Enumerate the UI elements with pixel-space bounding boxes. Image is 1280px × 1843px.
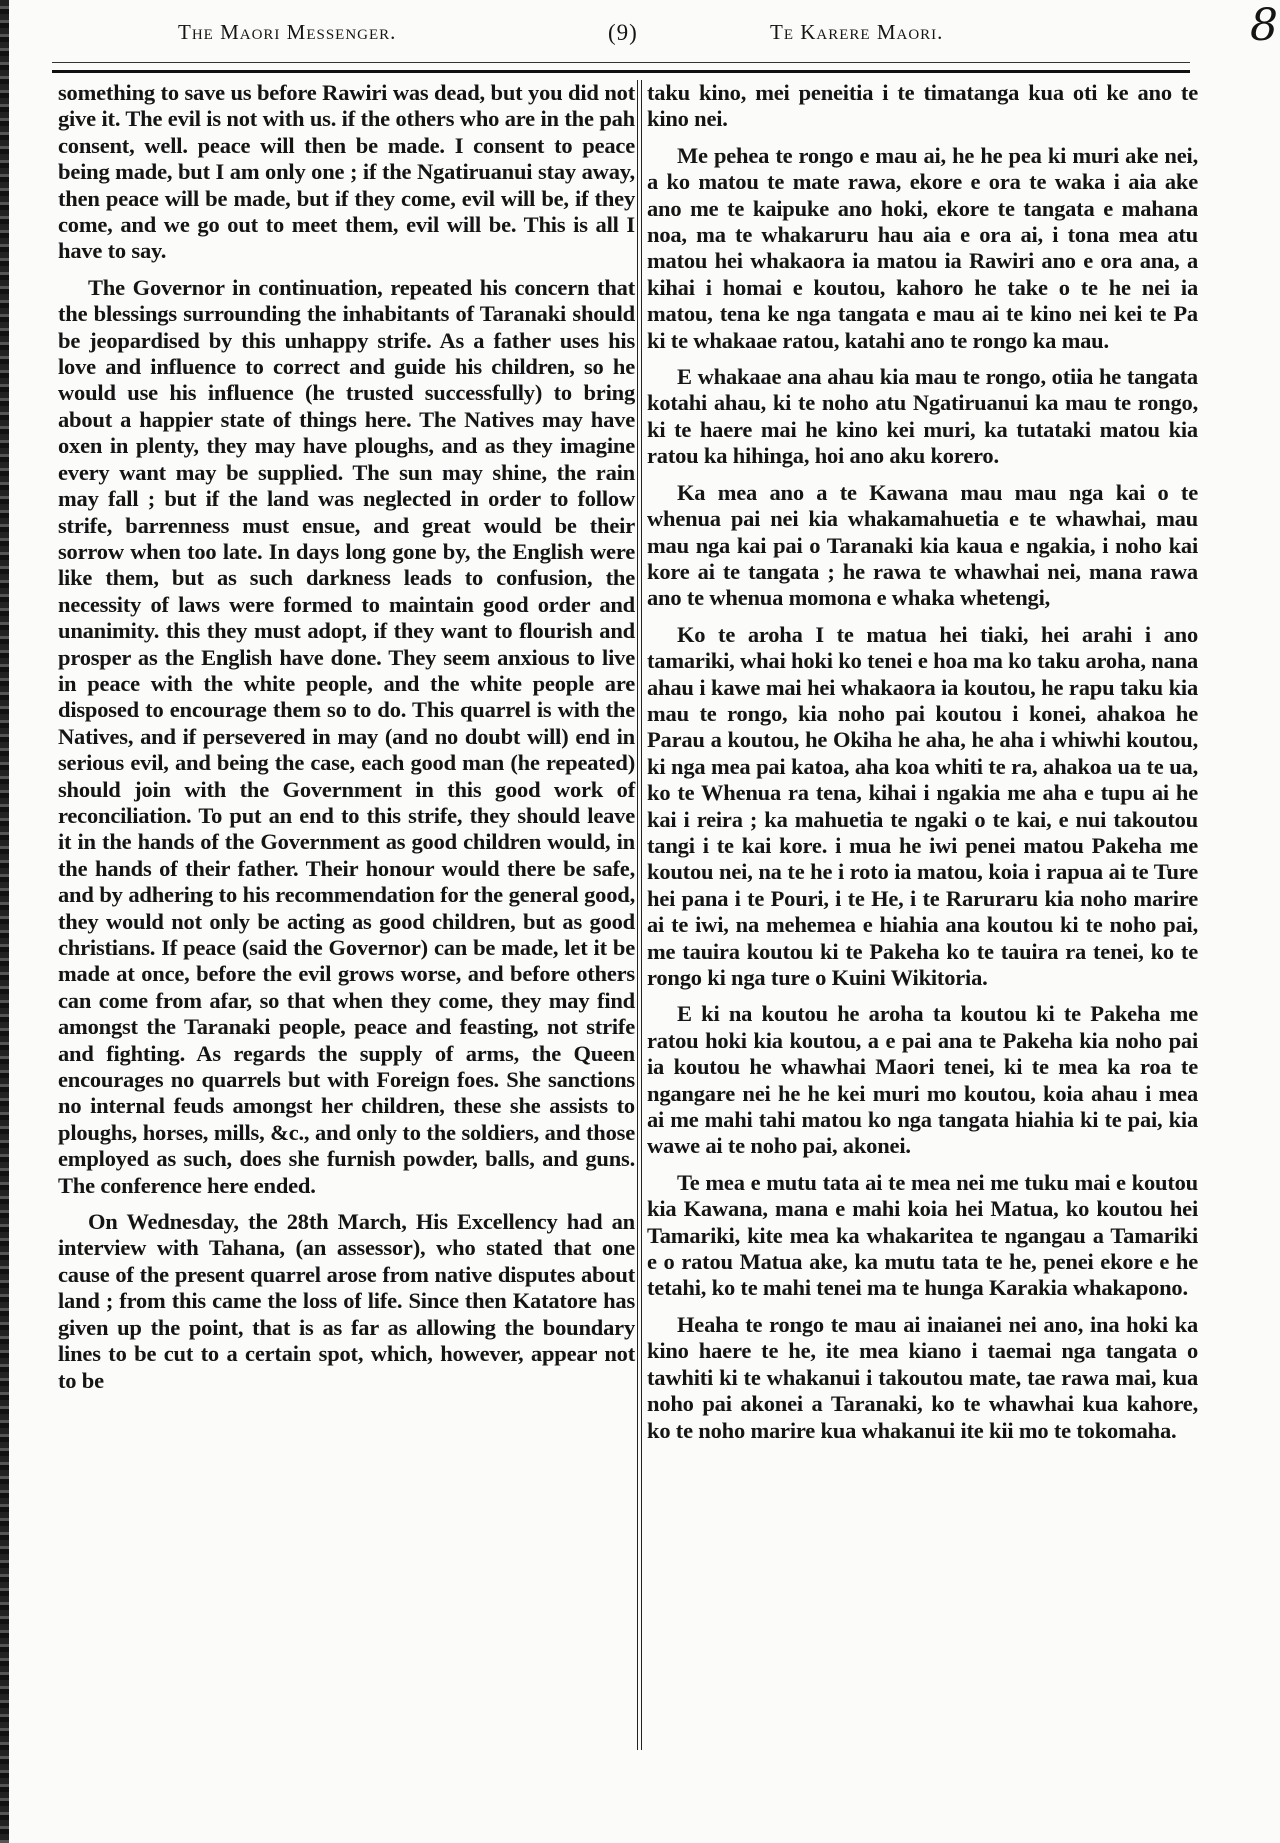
handwritten-folio: 8 bbox=[1250, 0, 1278, 51]
paragraph: On Wednesday, the 28th March, His Excellency had an interview with Tahana, (an assessor), who stated that one cause of the present quarrel arose from native disputes about land ; from this came the loss of life. Since then Katatore has given up the point, that is as far as allowing the boundary lines to be cut to a certain spot, which, however, appear not to be bbox=[58, 1209, 635, 1393]
paragraph: Heaha te rongo te mau ai inaianei nei ano, ina hoki ka kino haere te he, ite mea kiano i taemai nga tangata o tawhiti ki te whakanui i takoutou mate, tae rawa mai, kua noho pai akonei a Taranaki, ko te whawhai kua kahore, ko te noho marire kua whakanui ite kii mo te tokomaha. bbox=[647, 1311, 1198, 1443]
paragraph: Ka mea ano a te Kawana mau mau nga kai o te whenua pai nei kia whakamahuetia e te whawhai, mau mau nga kai pai o Taranaki kia kaua e ngakia, i noho kai kore ai te tangata ; he rawa te whawhai nei, mana rawa ano te whenua momona e whaka whetengi, bbox=[647, 479, 1198, 611]
paragraph: The Governor in continuation, repeated his concern that the blessings surrounding the inhabitants of Taranaki should be jeopardised by this unhappy strife. As a father uses his love and influence to correct and guide his children, so he would use his influence (he trusted successfully) to bring about a happier state of things here. The Natives may have oxen in plenty, they may have ploughs, and as they imagine every want may be supplied. The sun may shine, the rain may fall ; but if the land was neglected in order to follow strife, barrenness must ensue, and great would be their sorrow when too late. In days long gone by, the English were like them, but as such darkness leads to confusion, the necessity of laws were formed to maintain good order and unanimity. this they must adopt, if they want to flourish and prosper as the English have done. They seem anxious to live in peace with the white people, and the white people are disposed to encourage them so to do. This quarrel is with the Natives, and if persevered in may (and no doubt will) end in serious evil, and being the case, each good man (he repeated) should join with the Government in this good work of reconciliation. To put an end to this strife, they should leave it in the hands of the Government as good children would, in the hands of their father. Their honour would there be safe, and by adhering to his recommendation for the general good, they would not only be acting as good children, but as good christians. If peace (said the Governor) can be made, let it be made at once, before the evil grows worse, and before others can come from afar, so that when they come, they may find amongst the Taranaki people, peace and feasting, not strife and fighting. As regards the supply of arms, the Queen encourages no quarrels but with Foreign foes. She sanctions no internal feuds amongst her children, these she assists to ploughs, horses, mills, &c., and only to the soldiers, and those employed as such, does she furnish powder, balls, and guns. The conference here ended. bbox=[58, 274, 635, 1198]
paragraph: Ko te aroha I te matua hei tiaki, hei arahi i ano tamariki, whai hoki ko tenei e hoa ma ko taku aroha, nana ahau i kawe mai hei whakaora ia koutou, he rapu taku kia mau te rongo, kia noho pai koutou i konei, ahakoa he Parau a koutou, he Okiha he aha, he aha i whiwhi koutou, ki nga mea pai katoa, aha koa whiti te ra, ahakoa ua te ua, ko te Whenua ra tena, kihai i ngakia me aha e tupu ai he kai i reira ; ka mahuetia te ngaki o te kai, e nui takoutou tangi i te kai kore. i mua he iwi penei matou Pakeha me koutou nei, na te he i roto ia matou, koia i rapua ai te Ture hei pana i te Pouri, i te He, i te Raruraru kia noho marire ai te iwi, na mehemea e hiahia ana koutou ki te noho pai, me tauira koutou ki te Pakeha ko te tauira ra tenei, ko te rongo ki nga ture o Kuini Wikitoria. bbox=[647, 621, 1198, 990]
english-masthead: The Maori Messenger. bbox=[178, 20, 397, 44]
page-binding-edge bbox=[0, 0, 9, 1843]
paragraph: something to save us before Rawiri was dead, but you did not give it. The evil is not with us. if the others who are in the pah consent, well. peace will then be made. I consent to peace being made, but I am only one ; if the Ngatiruanui stay away, then peace will be made, but if they come, evil will be, if they come, and we go out to meet them, evil will be. This is all I have to say. bbox=[58, 80, 635, 264]
page-number: (9) bbox=[608, 20, 638, 45]
maori-column bbox=[647, 80, 1198, 1454]
paragraph: E ki na koutou he aroha ta koutou ki te Pakeha me ratou hoki kia koutou, a e pai ana te Pakeha kia noho pai ia koutou he whawhai Maori tenei, ki te mea ka roa te ngangare nei he he kei muri mo koutou, koia ahau i mea ai me mahi tahi matou ko nga tangata hiahia ki te pai, kia wawe ai te noho pai, akonei. bbox=[647, 1001, 1198, 1159]
maori-masthead: Te Karere Maori. bbox=[770, 20, 944, 44]
paragraph: Te mea e mutu tata ai te mea nei me tuku mai e koutou kia Kawana, mana e mahi koia hei Matua, ko koutou hei Tamariki, kite mea ka whakaritea te ngangau a Tamariki e o ratou Matua ake, ka mutu tata te he, penei ekore e he tetahi, ko te mahi tenei ma te hunga Karakia whakapono. bbox=[647, 1169, 1198, 1301]
header-rule-thin bbox=[52, 62, 1190, 63]
paragraph: Me pehea te rongo e mau ai, he he pea ki muri ake nei, a ko matou te mate rawa, ekore e ora te waka i aia ake ano me te kaipuke ano hoki, ekore te tangata e mahana noa, ma te whakaruru hau aia e ora ai, i tona mea atu matou hei whakaora ia matou ia Rawiri ano e ora ana, a kihai i homai e koutou, kahoro he take o te he nei ia matou, tena ke nga tangata e mau ai te kino nei kei te Pa ki te whakaae ratou, katahi ano te rongo ka mau. bbox=[647, 142, 1198, 353]
paragraph: taku kino, mei peneitia i te timatanga kua oti ke ano te kino nei. bbox=[647, 80, 1198, 132]
header-rule-thick bbox=[52, 70, 1190, 73]
page-header bbox=[60, 20, 1200, 52]
english-column bbox=[58, 80, 635, 1404]
column-divider bbox=[637, 80, 642, 1750]
paragraph: E whakaae ana ahau kia mau te rongo, otiia he tangata kotahi ahau, ki te noho atu Ngatiruanui ka mau te rongo, ki te haere mai he kino kei muri, ka tutataki matou kia ratou ka hihinga, hoi ano aku korero. bbox=[647, 364, 1198, 469]
